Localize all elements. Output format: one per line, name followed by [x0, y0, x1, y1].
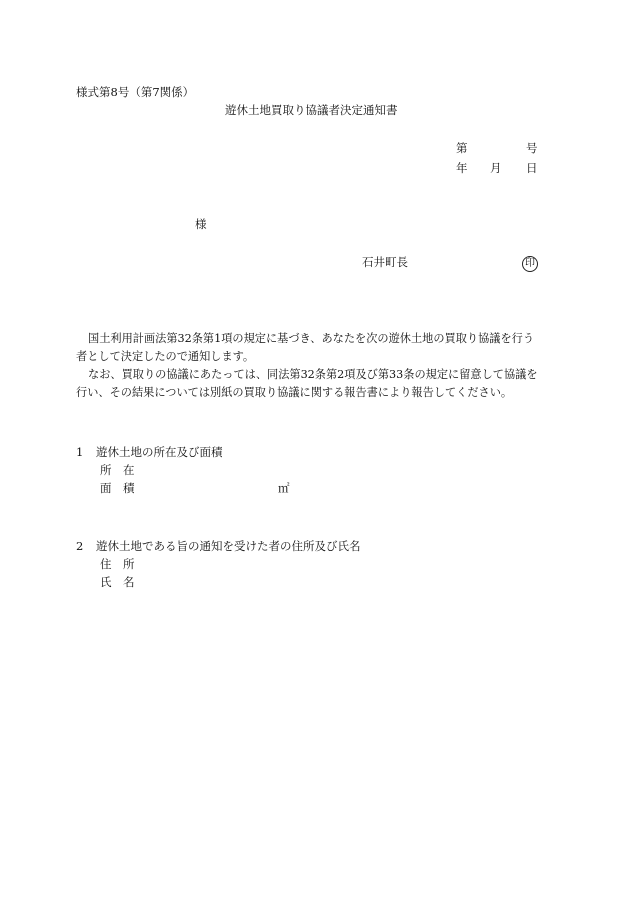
number-dai: 第	[456, 141, 468, 155]
body-p1-line2: 者として決定したので通知します。	[76, 350, 255, 363]
area-unit: ㎡	[278, 481, 290, 495]
section1-heading: 遊休土地の所在及び面積	[96, 445, 223, 459]
area-label: 面 積	[100, 481, 135, 495]
body-p2-line2: 行い、その結果については別紙の買取り協議に関する報告書により報告してください。	[76, 386, 513, 399]
section2-heading: 遊休土地である旨の通知を受けた者の住所及び氏名	[96, 539, 361, 553]
address-label: 住 所	[100, 557, 135, 571]
date-month: 月	[490, 161, 502, 175]
seal-mark: 印	[522, 256, 538, 272]
section1-number: 1	[76, 445, 84, 459]
name-label: 氏 名	[100, 575, 135, 589]
date-day: 日	[526, 161, 538, 175]
addressee-suffix: 様	[195, 217, 207, 231]
number-go: 号	[526, 141, 538, 155]
sender: 石井町長	[362, 255, 408, 269]
location-label: 所 在	[100, 463, 135, 477]
section2-number: 2	[76, 539, 84, 553]
date-year: 年	[456, 161, 468, 175]
body-p1-line1: 国土利用計画法第32条第1項の規定に基づき、あなたを次の遊休土地の買取り協議を行う	[88, 332, 535, 345]
form-label: 様式第8号（第7関係）	[76, 85, 195, 99]
document-title: 遊休土地買取り協議者決定通知書	[225, 103, 398, 117]
body-p2-line1: なお、買取りの協議にあたっては、同法第32条第2項及び第33条の規定に留意して協議を	[88, 368, 538, 381]
